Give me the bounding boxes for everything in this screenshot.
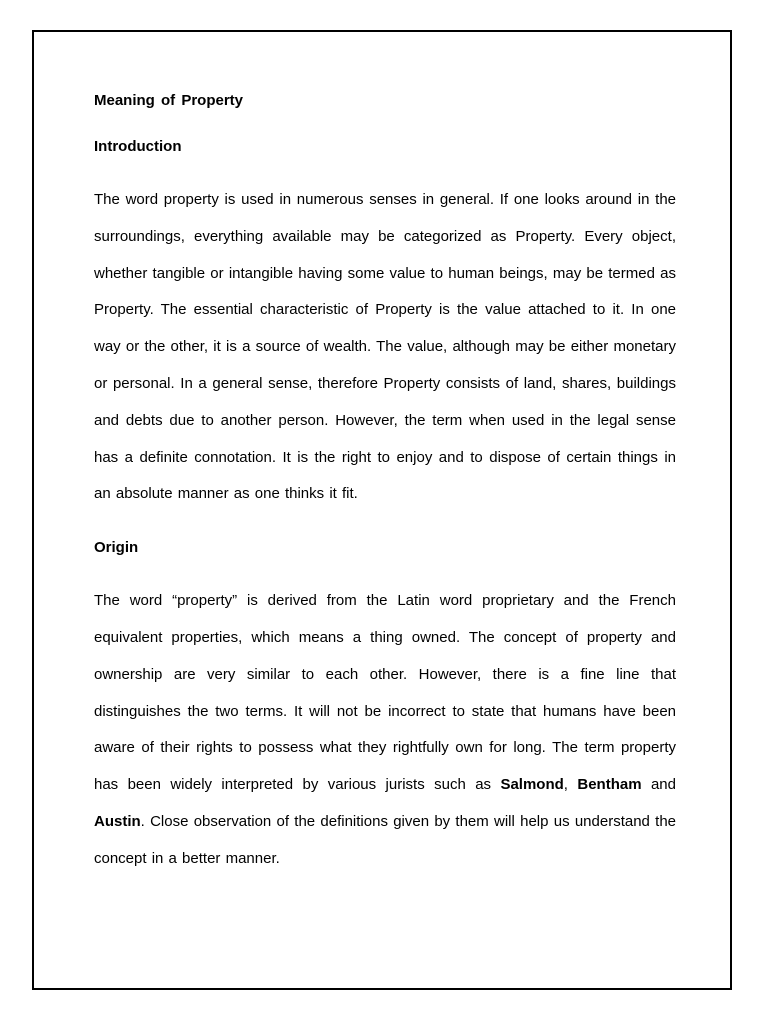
section-heading-origin: Origin: [94, 539, 139, 557]
document-page: [32, 30, 732, 990]
section-heading-introduction: Introduction: [94, 138, 182, 155]
origin-paragraph: [94, 583, 676, 877]
introduction-paragraph: The word property is used in numerous senses in general. If one looks around in the surroundings, everything available may be categorized as Property. Every object, whether tangible or intangible having some value to human beings, may be termed as Property. The essential characteristic of Property is the value attached to it. In one way or the other, it is a source of wealth. The value, although may be either monetary or personal. In a general sense, therefore Property consists of land, shares, buildings and debts due to another person. However, the term when used in the legal sense has a definite connotation. It is the right to enjoy and to dispose of certain things in an absolute manner as one thinks it fit.: [94, 191, 676, 503]
separator-and: and: [641, 776, 676, 794]
origin-text-after: . Close observation of the definitions given by them will help us understand the concept in a better manner.: [94, 812, 676, 867]
jurist-salmond: Salmond: [500, 776, 564, 794]
separator-comma: ,: [563, 776, 578, 794]
document-title: Meaning of Property: [94, 92, 244, 109]
origin-text-before: The word “property” is derived from the Latin word proprietary and the French equivalent properties, which means a thing owned. The concept of property and ownership are very similar to each other. However, there is a fine line that distinguishes the two terms. It will not be incorrect to state that humans have been aware of their rights to possess what they rightfully own for long. The term property has been widely interpreted by various jurists such as: [94, 592, 676, 794]
document-body: [94, 90, 676, 902]
jurist-bentham: Bentham: [577, 776, 642, 794]
jurist-austin: Austin: [94, 812, 141, 830]
